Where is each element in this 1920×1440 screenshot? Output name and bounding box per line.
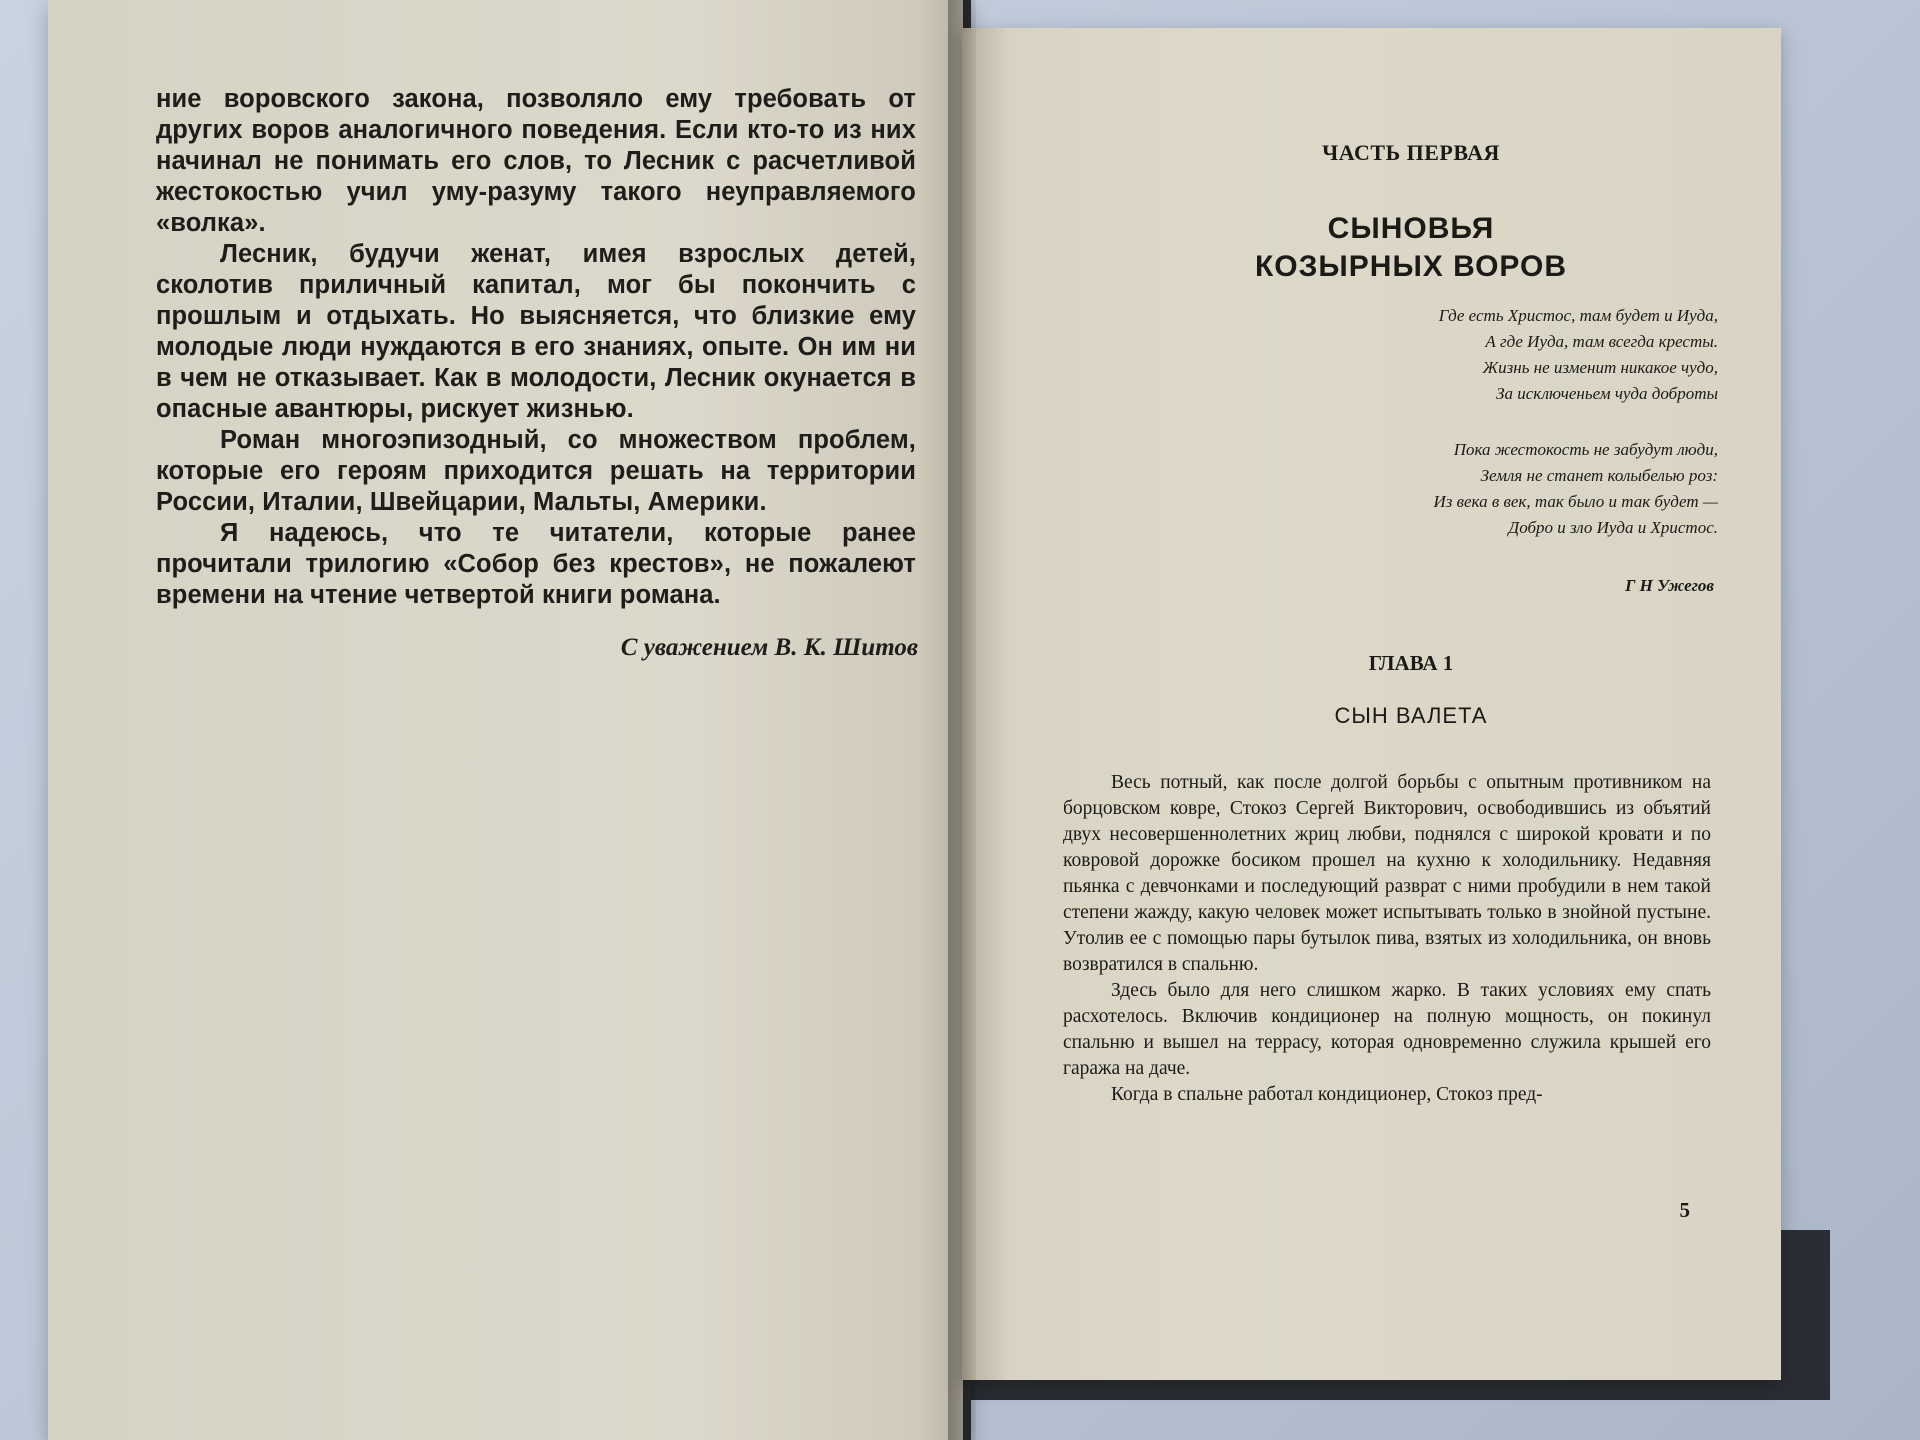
- poem-line: Добро и зло Иуда и Христос.: [1508, 518, 1718, 537]
- chapter-subtitle: СЫН ВАЛЕТА: [1334, 703, 1488, 728]
- poem-line: Пока жестокость не забудут люди,: [1453, 440, 1718, 459]
- right-paragraph-3: Когда в спальне работал кондиционер, Стокоз пред-: [1111, 1084, 1543, 1105]
- poem-line: А где Иуда, там всегда кресты.: [1485, 332, 1718, 351]
- poem-line: За исключеньем чуда доброты: [1496, 384, 1718, 403]
- poem-line: Где есть Христос, там будет и Иуда,: [1438, 306, 1718, 325]
- left-page-text: [156, 84, 916, 611]
- book-title: [1066, 210, 1756, 286]
- poem-line: Из века в век, так было и так будет —: [1433, 492, 1718, 511]
- left-paragraph-4: Я надеюсь, что те читатели, которые ранее прочитали трилогию «Собор без крестов», не пожалеют времени на чтение четвертой книги романа.: [156, 519, 916, 609]
- poem-line: Жизнь не изменит никакое чудо,: [1482, 358, 1718, 377]
- chapter-title: ГЛАВА 1: [1368, 651, 1454, 675]
- book-spine-shadow: [948, 0, 976, 1440]
- right-paragraph-2: Здесь было для него слишком жарко. В таких условиях ему спать расхотелось. Включив кондиционер на полную мощность, он покинул спальню и вышел на террасу, которая одновременно служила крышей его гаража на даче.: [1063, 980, 1711, 1079]
- left-paragraph-2: Лесник, будучи женат, имея взрослых детей, сколотив приличный капитал, мог бы покончить с прошлым и отдыхать. Но выясняется, что близкие ему молодые люди нуждаются в его знаниях, опыте. Он им ни в чем не отказывает. Как в молодости, Лесник окунается в опасные авантюры, рискует жизнью.: [156, 240, 916, 423]
- epigraph-stanza-1: [1240, 303, 1718, 407]
- book-title-line-1: СЫНОВЬЯ: [1327, 212, 1495, 245]
- right-paragraph-1: Весь потный, как после долгой борьбы с опытным противником на борцовском ковре, Стокоз Сергей Викторович, освободившись из объятий двух несовершеннолетних жриц любви, поднялся с широкой кровати и по ковровой дорожке босиком прошел на кухню к холодильнику. Недавняя пьянка с девчонками и последующий разврат с ними пробудили в нем такой степени жажду, какую человек может испытывать только в знойной пустыне. Утолив ее с помощью пары бутылок пива, взятых из холодильника, он вновь возвратился в спальню.: [1063, 772, 1711, 975]
- poem-line: Земля не станет колыбелью роз:: [1480, 466, 1718, 485]
- foreword-signature: С уважением В. К. Шитов: [620, 634, 918, 661]
- part-title: ЧАСТЬ ПЕРВАЯ: [1322, 140, 1500, 165]
- left-paragraph-1: ние воровского закона, позволяло ему требовать от других воров аналогичного поведения. Если кто-то из них начинал не понимать его слов, то Лесник с расчетливой жестокостью учил уму-разуму такого неуправляемого «волка».: [156, 85, 916, 237]
- right-page-text: [1063, 770, 1711, 1108]
- page-number: 5: [1679, 1198, 1690, 1222]
- left-paragraph-3: Роман многоэпизодный, со множеством проблем, которые его героям приходится решать на территории России, Италии, Швейцарии, Мальты, Америки.: [156, 426, 916, 516]
- book-title-line-2: КОЗЫРНЫХ ВОРОВ: [1254, 250, 1568, 283]
- epigraph-stanza-2: [1240, 437, 1718, 541]
- epigraph-author: Г Н Ужегов: [1625, 576, 1714, 595]
